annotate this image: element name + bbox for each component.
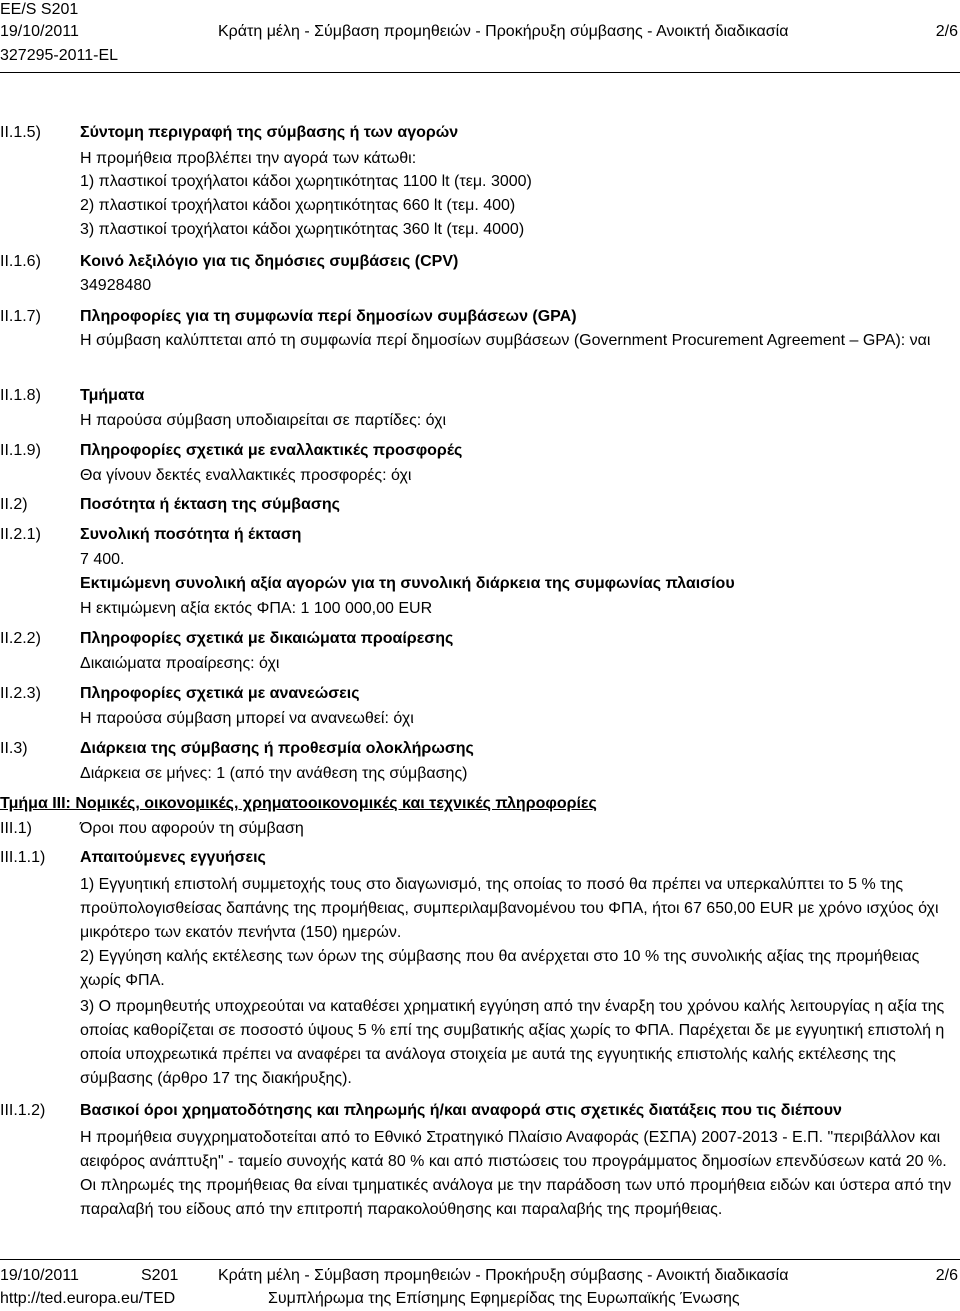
section-number: III.1): [0, 820, 33, 837]
footer-date: 19/10/2011: [0, 1267, 79, 1284]
section-title: Ποσότητα ή έκταση της σύμβασης: [80, 496, 340, 513]
section-number: II.1.9): [0, 442, 41, 459]
footer-supplement: Συμπλήρωμα της Επίσημης Εφημερίδας της Ευρωπαϊκής Ένωσης: [268, 1290, 740, 1307]
header-date: 19/10/2011: [0, 23, 79, 40]
section-title: Πληροφορίες για τη συμφωνία περί δημοσίων συμβάσεων (GPA): [80, 308, 577, 325]
section-number: II.1.5): [0, 124, 41, 141]
body-line: Η παρούσα σύμβαση υποδιαιρείται σε παρτίδες: όχι: [80, 412, 447, 429]
body-line: 1) πλαστικοί τροχήλατοι κάδοι χωρητικότητας 1100 lt (τεμ. 3000): [80, 173, 532, 190]
footer-divider: [0, 1259, 960, 1260]
footer-page-number: 2/6: [935, 1267, 958, 1284]
body-line: Θα γίνουν δεκτές εναλλακτικές προσφορές: όχι: [80, 467, 412, 484]
section-number: III.1.2): [0, 1102, 46, 1119]
body-paragraph: Η προμήθεια συγχρηματοδοτείται από το Εθνικό Στρατηγικό Πλαίσιο Αναφοράς (ΕΣΠΑ) 2007-2013 - Ε.Π. "περιβάλλον και αειφόρος ανάπτυξη" - ταμείο συνοχής κατά 80 % και από πιστώσεις του προγράμματος δημοσίων επενδύσεων κατά 20 %. Οι πληρωμές της προμήθειας θα είναι τμηματικές ανάλογα με την παράδοση των υπό προμήθεια ειδών και ύστερα από την παραλαβή του είδους από την επιτροπή παρακολούθησης και παραλαβής της προμήθειας.: [80, 1129, 952, 1218]
body-paragraph: 3) Ο προμηθευτής υποχρεούται να καταθέσει χρηματική εγγύηση από την έναρξη του χρόνου καλής λειτουργίας η αξία της οποίας καθορίζεται σε ποσοστό ύψους 5 % επί της συμβατικής αξίας χωρίς το ΦΠΑ. Παρέχεται δε με εγγυητική επιστολή η οποία υποχρεωτικά πρέπει να αναφέρει τα ανάλογα στοιχεία με αυτά της εγγυητικής επιστολής καλής εκτέλεσης της σύμβασης (άρθρο 17 της διακήρυξης).: [80, 998, 945, 1087]
section-subtitle: Εκτιμώμενη συνολική αξία αγορών για τη συνολική διάρκεια της συμφωνίας πλαισίου: [80, 575, 735, 592]
body-line: Η προμήθεια προβλέπει την αγορά των κάτωθι:: [80, 150, 417, 167]
body-line: Η παρούσα σύμβαση μπορεί να ανανεωθεί: όχι: [80, 710, 414, 727]
body-line: Δικαιώματα προαίρεσης: όχι: [80, 655, 280, 672]
notice-number: 327295-2011-EL: [0, 47, 119, 64]
ted-link[interactable]: http://ted.europa.eu/TED: [0, 1290, 176, 1307]
section-title: Πληροφορίες σχετικά με δικαιώματα προαίρεσης: [80, 630, 454, 647]
header-title: Κράτη μέλη - Σύμβαση προμηθειών - Προκήρυξη σύμβασης - Ανοικτή διαδικασία: [218, 23, 789, 40]
header-page-number: 2/6: [935, 23, 958, 40]
body-line: Η εκτιμώμενη αξία εκτός ΦΠΑ: 1 100 000,00 EUR: [80, 600, 433, 617]
body-line: Διάρκεια σε μήνες: 1 (από την ανάθεση της σύμβασης): [80, 765, 468, 782]
section-number: II.3): [0, 740, 28, 757]
section-title: Τμήματα: [80, 387, 145, 404]
section-number: II.2.3): [0, 685, 41, 702]
section-number: II.1.8): [0, 387, 41, 404]
section-number: II.1.6): [0, 253, 41, 270]
footer-title: Κράτη μέλη - Σύμβαση προμηθειών - Προκήρυξη σύμβασης - Ανοικτή διαδικασία: [218, 1267, 789, 1284]
section-number: II.2.1): [0, 526, 41, 543]
section-number: II.2): [0, 496, 28, 513]
body-line: 2) πλαστικοί τροχήλατοι κάδοι χωρητικότητας 660 lt (τεμ. 400): [80, 197, 516, 214]
body-paragraph: Η σύμβαση καλύπτεται από τη συμφωνία περί δημοσίων συμβάσεων (Government Procurement Agreement – GPA): ναι: [80, 332, 931, 349]
section-title: Διάρκεια της σύμβασης ή προθεσμία ολοκλήρωσης: [80, 740, 474, 757]
section-title: Απαιτούμενες εγγυήσεις: [80, 849, 266, 866]
section-title: Πληροφορίες σχετικά με εναλλακτικές προσφορές: [80, 442, 463, 459]
section-number: II.1.7): [0, 308, 41, 325]
section-title: Όροι που αφορούν τη σύμβαση: [80, 820, 304, 837]
section-title: Πληροφορίες σχετικά με ανανεώσεις: [80, 685, 360, 702]
footer-code: S201: [141, 1267, 179, 1284]
section-number: II.2.2): [0, 630, 41, 647]
body-line: 3) πλαστικοί τροχήλατοι κάδοι χωρητικότητας 360 lt (τεμ. 4000): [80, 221, 525, 238]
section-title: Βασικοί όροι χρηματοδότησης και πληρωμής ή/και αναφορά στις σχετικές διατάξεις που τις διέπουν: [80, 1102, 842, 1119]
header-divider: [0, 72, 960, 73]
cpv-code: 34928480: [80, 277, 152, 294]
part-heading: Τμήμα III: Νομικές, οικονομικές, χρηματοοικονομικές και τεχνικές πληροφορίες: [0, 795, 597, 812]
body-paragraph: 1) Εγγυητική επιστολή συμμετοχής τους στο διαγωνισμό, της οποίας το ποσό θα πρέπει να υπερκαλύπτει το 5 % της προϋπολογισθείσας δαπάνης της προμήθειας, συμπεριλαμβανομένου του ΦΠΑ, ήτοι 67 650,00 EUR με χρόνο ισχύος όχι μικρότερο των εκατόν πενήντα (150) ημερών.: [80, 876, 939, 941]
body-paragraph: 2) Εγγύηση καλής εκτέλεσης των όρων της σύμβασης που θα ανέρχεται στο 10 % της συνολικής αξίας της προμήθειας χωρίς ΦΠΑ.: [80, 948, 920, 989]
section-title: Σύντομη περιγραφή της σύμβασης ή των αγορών: [80, 124, 459, 141]
section-number: III.1.1): [0, 849, 46, 866]
section-title: Κοινό λεξιλόγιο για τις δημόσιες συμβάσεις (CPV): [80, 253, 459, 270]
doc-id: EE/S S201: [0, 1, 79, 18]
body-line: 7 400.: [80, 551, 125, 568]
section-title: Συνολική ποσότητα ή έκταση: [80, 526, 302, 543]
